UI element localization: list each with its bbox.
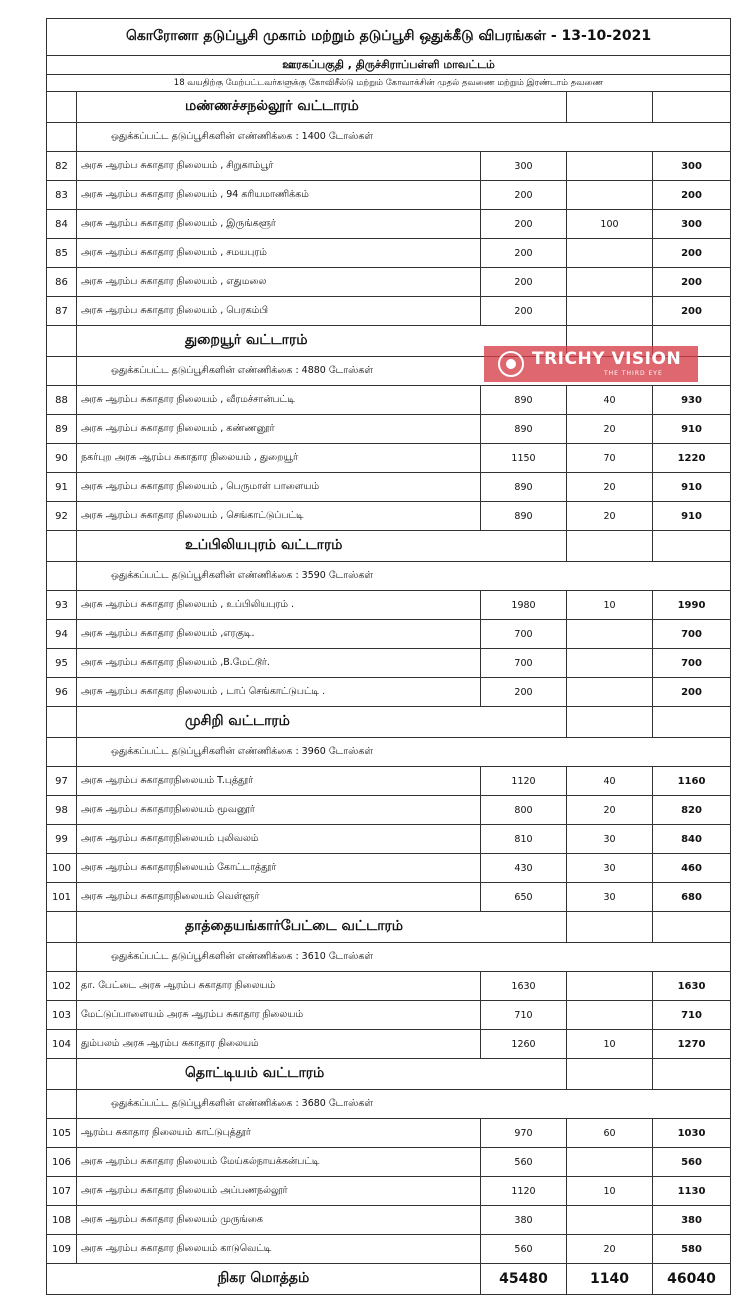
row-number: 109 xyxy=(47,1235,77,1264)
second-dose-count: 30 xyxy=(567,854,653,883)
block-name: உப்பிலியபுரம் வட்டாரம் xyxy=(77,531,567,562)
block-header-spacer xyxy=(567,92,653,123)
row-number: 82 xyxy=(47,152,77,181)
block-header-spacer xyxy=(653,707,731,738)
centre-name: நகர்புற அரசு ஆரம்ப சுகாதார நிலையம் , துறையூர் xyxy=(77,444,481,473)
block-name: துறையூர் வட்டாரம் xyxy=(77,326,567,357)
total-count: 910 xyxy=(653,473,731,502)
block-header-spacer xyxy=(47,912,77,943)
allocation-row xyxy=(47,562,731,591)
row-number: 84 xyxy=(47,210,77,239)
total-count: 560 xyxy=(653,1148,731,1177)
table-row xyxy=(47,210,731,239)
first-dose-count: 560 xyxy=(481,1235,567,1264)
centre-name: அரசு ஆரம்ப சுகாதார நிலையம் , எதுமலை xyxy=(77,268,481,297)
total-count: 380 xyxy=(653,1206,731,1235)
second-dose-count: 30 xyxy=(567,883,653,912)
row-number: 100 xyxy=(47,854,77,883)
allocation-spacer xyxy=(47,943,77,972)
centre-name: அரசு ஆரம்ப சுகாதார நிலையம் , உப்பிலியபுரம் . xyxy=(77,591,481,620)
centre-name: அரசு ஆரம்ப சுகாதாரநிலையம் கோட்டாத்தூர் xyxy=(77,854,481,883)
table-row xyxy=(47,972,731,1001)
table-row xyxy=(47,1030,731,1059)
centre-name: அரசு ஆரம்ப சுகாதார நிலையம் மேய்கல்நாயக்கன்பட்டி xyxy=(77,1148,481,1177)
table-row xyxy=(47,854,731,883)
table-row xyxy=(47,1206,731,1235)
allocation-text: ஒதுக்கப்பட்ட தடுப்பூசிகளின் எண்ணிக்கை : 4880 டோஸ்கள் xyxy=(77,357,731,386)
second-dose-count xyxy=(567,972,653,1001)
table-row xyxy=(47,473,731,502)
row-number: 99 xyxy=(47,825,77,854)
second-dose-count xyxy=(567,620,653,649)
table-row xyxy=(47,152,731,181)
total-count: 710 xyxy=(653,1001,731,1030)
watermark-tagline: THE THIRD EYE xyxy=(604,370,663,377)
allocation-spacer xyxy=(47,562,77,591)
centre-name: அரசு ஆரம்ப சுகாதாரநிலையம் T.புத்தூர் xyxy=(77,767,481,796)
first-dose-count: 200 xyxy=(481,678,567,707)
row-number: 96 xyxy=(47,678,77,707)
total-count: 1990 xyxy=(653,591,731,620)
row-number: 83 xyxy=(47,181,77,210)
second-dose-count: 10 xyxy=(567,591,653,620)
allocation-spacer xyxy=(47,738,77,767)
table-row xyxy=(47,415,731,444)
total-count: 1030 xyxy=(653,1119,731,1148)
total-count: 300 xyxy=(653,210,731,239)
centre-name: அரசு ஆரம்ப சுகாதார நிலையம் , செங்காட்டுப்பட்டி xyxy=(77,502,481,531)
block-header xyxy=(47,1059,731,1090)
row-number: 85 xyxy=(47,239,77,268)
block-header-spacer xyxy=(653,1059,731,1090)
block-name: மண்ணச்சநல்லூர் வட்டாரம் xyxy=(77,92,567,123)
row-number: 95 xyxy=(47,649,77,678)
first-dose-count: 200 xyxy=(481,181,567,210)
allocation-table xyxy=(46,18,731,1295)
centre-name: அரசு ஆரம்ப சுகாதார நிலையம் அப்பணநல்லூர் xyxy=(77,1177,481,1206)
second-dose-count: 60 xyxy=(567,1119,653,1148)
watermark-text: TRICHY VISION xyxy=(532,349,682,369)
row-number: 101 xyxy=(47,883,77,912)
second-dose-count: 40 xyxy=(567,386,653,415)
first-dose-count: 890 xyxy=(481,386,567,415)
row-number: 90 xyxy=(47,444,77,473)
first-dose-count: 890 xyxy=(481,502,567,531)
second-dose-count: 20 xyxy=(567,796,653,825)
block-header xyxy=(47,531,731,562)
second-dose-count xyxy=(567,297,653,326)
second-dose-count xyxy=(567,678,653,707)
block-header xyxy=(47,707,731,738)
row-number: 107 xyxy=(47,1177,77,1206)
block-name: தொட்டியம் வட்டாரம் xyxy=(77,1059,567,1090)
second-dose-count xyxy=(567,649,653,678)
table-row xyxy=(47,649,731,678)
centre-name: அரசு ஆரம்ப சுகாதார நிலையம் , 94 கரியமாணிக்கம் xyxy=(77,181,481,210)
row-number: 93 xyxy=(47,591,77,620)
total-count: 930 xyxy=(653,386,731,415)
row-number: 98 xyxy=(47,796,77,825)
row-number: 102 xyxy=(47,972,77,1001)
first-dose-count: 710 xyxy=(481,1001,567,1030)
block-header-spacer xyxy=(567,912,653,943)
table-row xyxy=(47,825,731,854)
first-dose-count: 1120 xyxy=(481,1177,567,1206)
first-dose-count: 1630 xyxy=(481,972,567,1001)
first-dose-count: 800 xyxy=(481,796,567,825)
first-dose-count: 200 xyxy=(481,297,567,326)
row-number: 91 xyxy=(47,473,77,502)
centre-name: அரசு ஆரம்ப சுகாதாரநிலையம் புலிவலம் xyxy=(77,825,481,854)
centre-name: தா. பேட்டை அரசு ஆரம்ப சுகாதார நிலையம் xyxy=(77,972,481,1001)
centre-name: அரசு ஆரம்ப சுகாதார நிலையம் ,B.மேட்டூர். xyxy=(77,649,481,678)
row-number: 86 xyxy=(47,268,77,297)
table-row xyxy=(47,620,731,649)
allocation-text: ஒதுக்கப்பட்ட தடுப்பூசிகளின் எண்ணிக்கை : 3960 டோஸ்கள் xyxy=(77,738,731,767)
block-header-spacer xyxy=(653,531,731,562)
first-dose-count: 700 xyxy=(481,649,567,678)
table-row xyxy=(47,1177,731,1206)
centre-name: அரசு ஆரம்ப சுகாதார நிலையம் ,எரகுடி. xyxy=(77,620,481,649)
centre-name: அரசு ஆரம்ப சுகாதார நிலையம் காடுவெட்டி xyxy=(77,1235,481,1264)
total-count: 200 xyxy=(653,678,731,707)
total-count: 820 xyxy=(653,796,731,825)
table-row xyxy=(47,297,731,326)
table-row xyxy=(47,1001,731,1030)
block-header-spacer xyxy=(47,92,77,123)
block-header-spacer xyxy=(653,92,731,123)
total-count: 700 xyxy=(653,620,731,649)
grand-total-label: நிகர மொத்தம் xyxy=(47,1264,481,1295)
table-row xyxy=(47,1235,731,1264)
first-dose-count: 200 xyxy=(481,210,567,239)
total-count: 910 xyxy=(653,502,731,531)
centre-name: அரசு ஆரம்ப சுகாதார நிலையம் , டாப் செங்காட்டுபட்டி . xyxy=(77,678,481,707)
second-dose-count xyxy=(567,268,653,297)
first-dose-count: 650 xyxy=(481,883,567,912)
first-dose-count: 700 xyxy=(481,620,567,649)
second-dose-count: 70 xyxy=(567,444,653,473)
table-row xyxy=(47,239,731,268)
block-name: தாத்தையங்கார்பேட்டை வட்டாரம் xyxy=(77,912,567,943)
table-row xyxy=(47,502,731,531)
row-number: 104 xyxy=(47,1030,77,1059)
row-number: 106 xyxy=(47,1148,77,1177)
block-name: முசிறி வட்டாரம் xyxy=(77,707,567,738)
centre-name: அரசு ஆரம்ப சுகாதார நிலையம் , இருங்களூர் xyxy=(77,210,481,239)
table-row xyxy=(47,268,731,297)
centre-name: தும்பலம் அரசு ஆரம்ப சுகாதார நிலையம் xyxy=(77,1030,481,1059)
grand-total-second: 1140 xyxy=(567,1264,653,1295)
total-count: 300 xyxy=(653,152,731,181)
total-count: 200 xyxy=(653,239,731,268)
row-number: 89 xyxy=(47,415,77,444)
first-dose-count: 200 xyxy=(481,239,567,268)
allocation-text: ஒதுக்கப்பட்ட தடுப்பூசிகளின் எண்ணிக்கை : 1400 டோஸ்கள் xyxy=(77,123,731,152)
centre-name: அரசு ஆரம்ப சுகாதார நிலையம் , சிறுகாம்பூர் xyxy=(77,152,481,181)
allocation-text: ஒதுக்கப்பட்ட தடுப்பூசிகளின் எண்ணிக்கை : 3610 டோஸ்கள் xyxy=(77,943,731,972)
block-header-spacer xyxy=(47,707,77,738)
centre-name: அரசு ஆரம்ப சுகாதார நிலையம் , பெரகம்பி xyxy=(77,297,481,326)
block-header-spacer xyxy=(47,531,77,562)
grand-total-row xyxy=(47,1264,731,1295)
second-dose-count: 20 xyxy=(567,415,653,444)
table-row xyxy=(47,386,731,415)
first-dose-count: 970 xyxy=(481,1119,567,1148)
table-body xyxy=(47,19,731,1295)
total-count: 1630 xyxy=(653,972,731,1001)
second-dose-count: 20 xyxy=(567,1235,653,1264)
table-row xyxy=(47,796,731,825)
second-dose-count: 10 xyxy=(567,1030,653,1059)
total-count: 200 xyxy=(653,297,731,326)
table-row xyxy=(47,1119,731,1148)
row-number: 108 xyxy=(47,1206,77,1235)
second-dose-count: 30 xyxy=(567,825,653,854)
allocation-spacer xyxy=(47,357,77,386)
total-count: 1160 xyxy=(653,767,731,796)
row-number: 87 xyxy=(47,297,77,326)
total-count: 200 xyxy=(653,268,731,297)
second-dose-count xyxy=(567,152,653,181)
first-dose-count: 1150 xyxy=(481,444,567,473)
allocation-spacer xyxy=(47,1090,77,1119)
grand-total-overall: 46040 xyxy=(653,1264,731,1295)
row-number: 92 xyxy=(47,502,77,531)
centre-name: அரசு ஆரம்ப சுகாதார நிலையம் , கண்ணனூர் xyxy=(77,415,481,444)
allocation-spacer xyxy=(47,123,77,152)
centre-name: அரசு ஆரம்ப சுகாதாரநிலையம் வெள்ளூர் xyxy=(77,883,481,912)
total-count: 1270 xyxy=(653,1030,731,1059)
first-dose-count: 810 xyxy=(481,825,567,854)
dose-description: 18 வயதிற்கு மேற்பட்டவர்களுக்கு கோவிசீல்டு மற்றும் கோவாக்சின் முதல் தவணை மற்றும் இரண்டாம் தவணை xyxy=(47,75,731,92)
block-header-spacer xyxy=(47,326,77,357)
allocation-row xyxy=(47,943,731,972)
table-row xyxy=(47,883,731,912)
total-count: 680 xyxy=(653,883,731,912)
centre-name: மேட்டுப்பாளையம் அரசு ஆரம்ப சுகாதார நிலையம் xyxy=(77,1001,481,1030)
allocation-text: ஒதுக்கப்பட்ட தடுப்பூசிகளின் எண்ணிக்கை : 3590 டோஸ்கள் xyxy=(77,562,731,591)
row-number: 94 xyxy=(47,620,77,649)
allocation-text: ஒதுக்கப்பட்ட தடுப்பூசிகளின் எண்ணிக்கை : 3680 டோஸ்கள் xyxy=(77,1090,731,1119)
first-dose-count: 200 xyxy=(481,268,567,297)
district-subtitle: ஊரகப்பகுதி , திருச்சிராப்பள்ளி மாவட்டம் xyxy=(47,56,731,75)
watermark xyxy=(484,346,698,382)
block-header xyxy=(47,92,731,123)
second-dose-count: 100 xyxy=(567,210,653,239)
table-row xyxy=(47,181,731,210)
centre-name: அரசு ஆரம்ப சுகாதார நிலையம் , வீரமச்சான்பட்டி xyxy=(77,386,481,415)
centre-name: அரசு ஆரம்ப சுகாதார நிலையம் முருங்கை xyxy=(77,1206,481,1235)
grand-total-first: 45480 xyxy=(481,1264,567,1295)
row-number: 105 xyxy=(47,1119,77,1148)
block-header xyxy=(47,912,731,943)
second-dose-count xyxy=(567,239,653,268)
first-dose-count: 560 xyxy=(481,1148,567,1177)
first-dose-count: 430 xyxy=(481,854,567,883)
first-dose-count: 1260 xyxy=(481,1030,567,1059)
row-number: 88 xyxy=(47,386,77,415)
table-row xyxy=(47,1148,731,1177)
second-dose-count: 10 xyxy=(567,1177,653,1206)
second-dose-count: 20 xyxy=(567,502,653,531)
centre-name: அரசு ஆரம்ப சுகாதார நிலையம் , பெருமாள் பாளையம் xyxy=(77,473,481,502)
centre-name: ஆரம்ப சுகாதார நிலையம் காட்டுபுத்தூர் xyxy=(77,1119,481,1148)
second-dose-count xyxy=(567,1001,653,1030)
block-header-spacer xyxy=(567,1059,653,1090)
block-header-spacer xyxy=(47,1059,77,1090)
second-dose-count: 40 xyxy=(567,767,653,796)
total-count: 460 xyxy=(653,854,731,883)
first-dose-count: 380 xyxy=(481,1206,567,1235)
total-count: 1130 xyxy=(653,1177,731,1206)
table-row xyxy=(47,767,731,796)
first-dose-count: 300 xyxy=(481,152,567,181)
row-number: 103 xyxy=(47,1001,77,1030)
block-header-spacer xyxy=(567,707,653,738)
allocation-row xyxy=(47,1090,731,1119)
second-dose-count xyxy=(567,181,653,210)
second-dose-count xyxy=(567,1206,653,1235)
allocation-row xyxy=(47,738,731,767)
first-dose-count: 1980 xyxy=(481,591,567,620)
total-count: 910 xyxy=(653,415,731,444)
block-header-spacer xyxy=(567,531,653,562)
second-dose-count xyxy=(567,1148,653,1177)
table-row xyxy=(47,591,731,620)
vaccine-allocation-sheet xyxy=(46,18,730,1295)
first-dose-count: 890 xyxy=(481,415,567,444)
first-dose-count: 890 xyxy=(481,473,567,502)
first-dose-count: 1120 xyxy=(481,767,567,796)
block-header-spacer xyxy=(653,912,731,943)
total-count: 700 xyxy=(653,649,731,678)
centre-name: அரசு ஆரம்ப சுகாதார நிலையம் , சமயபுரம் xyxy=(77,239,481,268)
table-row xyxy=(47,678,731,707)
centre-name: அரசு ஆரம்ப சுகாதாரநிலையம் மூவனூர் xyxy=(77,796,481,825)
document-title: கொரோனா தடுப்பூசி முகாம் மற்றும் தடுப்பூசி ஒதுக்கீடு விபரங்கள் - 13-10-2021 xyxy=(47,19,731,56)
table-row xyxy=(47,444,731,473)
total-count: 580 xyxy=(653,1235,731,1264)
row-number: 97 xyxy=(47,767,77,796)
allocation-row xyxy=(47,123,731,152)
second-dose-count: 20 xyxy=(567,473,653,502)
eye-logo-icon xyxy=(498,351,524,377)
total-count: 840 xyxy=(653,825,731,854)
total-count: 200 xyxy=(653,181,731,210)
total-count: 1220 xyxy=(653,444,731,473)
